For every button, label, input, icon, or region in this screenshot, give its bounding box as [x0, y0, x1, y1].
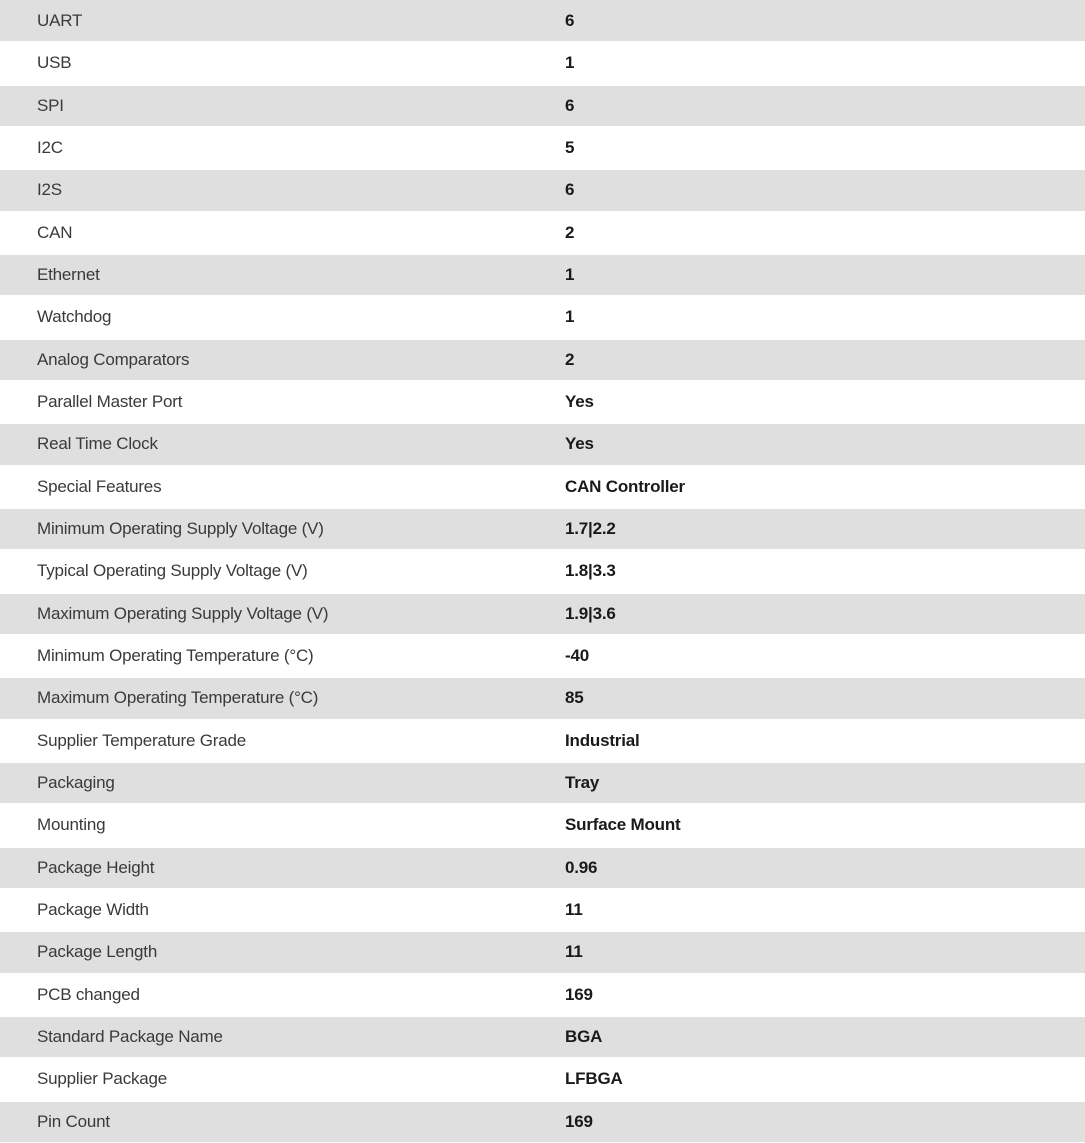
spec-value: -40: [565, 646, 589, 666]
spec-label: Watchdog: [37, 307, 112, 327]
spec-value: 11: [565, 900, 583, 920]
table-row: [0, 847, 1085, 889]
spec-value: BGA: [565, 1027, 603, 1047]
spec-label: Standard Package Name: [37, 1027, 223, 1047]
table-row: [0, 127, 1085, 169]
spec-label: I2S: [37, 180, 62, 200]
spec-label: Package Height: [37, 857, 155, 877]
table-row: [0, 423, 1085, 465]
spec-value: 6: [565, 180, 575, 200]
spec-label: Minimum Operating Temperature (°C): [37, 646, 314, 666]
table-row: [0, 169, 1085, 211]
spec-value: 169: [565, 984, 593, 1004]
table-row: [0, 635, 1085, 677]
spec-label: Real Time Clock: [37, 434, 158, 454]
table-row: [0, 339, 1085, 381]
spec-label: Analog Comparators: [37, 349, 190, 369]
spec-value: 1: [565, 307, 575, 327]
table-row: [0, 550, 1085, 592]
table-row: [0, 762, 1085, 804]
spec-label: SPI: [37, 95, 64, 115]
spec-value: 6: [565, 10, 575, 30]
spec-value: Yes: [565, 392, 594, 412]
table-row: [0, 381, 1085, 423]
table-row: [0, 508, 1085, 550]
spec-label: Package Length: [37, 942, 158, 962]
spec-value: 0.96: [565, 857, 598, 877]
spec-label: Parallel Master Port: [37, 392, 183, 412]
table-row: [0, 212, 1085, 254]
table-row: [0, 466, 1085, 508]
spec-label: USB: [37, 53, 72, 73]
spec-label: Package Width: [37, 900, 149, 920]
spec-value: Yes: [565, 434, 594, 454]
spec-value: Tray: [565, 773, 600, 793]
spec-value: 1.8|3.3: [565, 561, 616, 581]
spec-value: CAN Controller: [565, 476, 685, 496]
spec-label: Typical Operating Supply Voltage (V): [37, 561, 308, 581]
spec-value: 6: [565, 95, 575, 115]
spec-label: Packaging: [37, 773, 115, 793]
table-row: [0, 677, 1085, 719]
table-row: [0, 931, 1085, 973]
spec-label: Mounting: [37, 815, 106, 835]
spec-label: I2C: [37, 138, 63, 158]
spec-label: Special Features: [37, 476, 162, 496]
table-row: [0, 889, 1085, 931]
spec-value: 1: [565, 265, 575, 285]
spec-value: 85: [565, 688, 584, 708]
table-row: [0, 804, 1085, 846]
table-row: [0, 296, 1085, 338]
table-row: [0, 593, 1085, 635]
spec-label: Ethernet: [37, 265, 100, 285]
spec-label: PCB changed: [37, 984, 140, 1004]
spec-label: Minimum Operating Supply Voltage (V): [37, 519, 324, 539]
spec-value: 2: [565, 349, 575, 369]
spec-value: 11: [565, 942, 583, 962]
table-row: [0, 1058, 1085, 1100]
spec-label: CAN: [37, 222, 73, 242]
spec-value: Surface Mount: [565, 815, 681, 835]
spec-label: Supplier Package: [37, 1069, 168, 1089]
spec-label: Pin Count: [37, 1111, 110, 1131]
table-row: [0, 254, 1085, 296]
table-row: [0, 720, 1085, 762]
spec-value: 5: [565, 138, 575, 158]
table-row: [0, 974, 1085, 1016]
table-row: [0, 42, 1085, 84]
spec-value: 1.7|2.2: [565, 519, 616, 539]
spec-label: Maximum Operating Temperature (°C): [37, 688, 319, 708]
spec-value: Industrial: [565, 730, 640, 750]
spec-value: 2: [565, 222, 575, 242]
spec-value: 169: [565, 1111, 593, 1131]
table-row: [0, 85, 1085, 127]
table-row: [0, 1101, 1085, 1143]
table-row: [0, 1016, 1085, 1058]
spec-value: 1: [565, 53, 575, 73]
spec-value: 1.9|3.6: [565, 603, 616, 623]
spec-label: Maximum Operating Supply Voltage (V): [37, 603, 329, 623]
spec-label: Supplier Temperature Grade: [37, 730, 246, 750]
table-row: [0, 0, 1085, 42]
spec-label: UART: [37, 10, 83, 30]
spec-value: LFBGA: [565, 1069, 623, 1089]
